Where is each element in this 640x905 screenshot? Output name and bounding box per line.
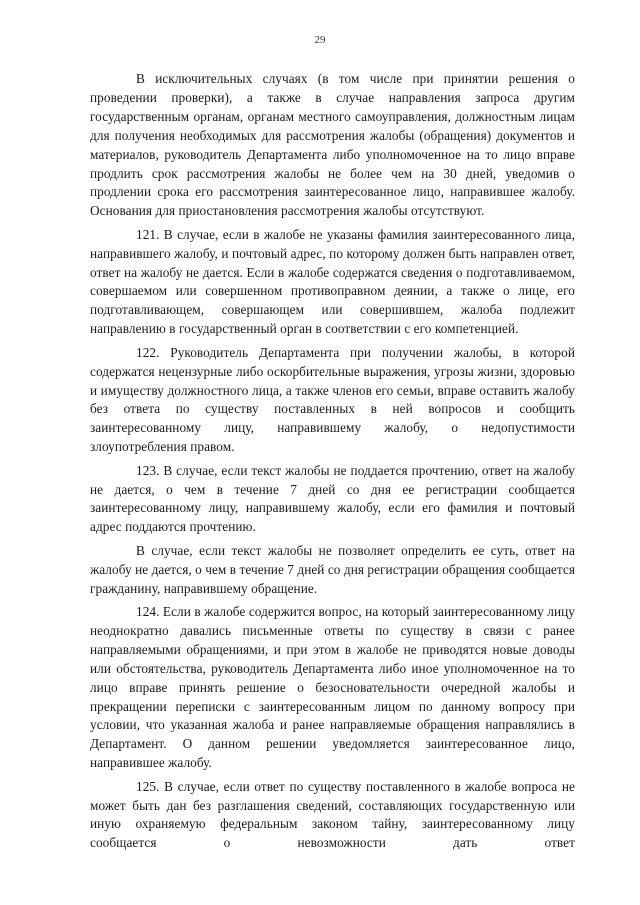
paragraph-125: 125. В случае, если ответ по существу поставленного в жалобе вопроса не может быть дан без разглашения сведений, составляющих государственную или иную охраняемую федеральным законом тайну, заинтересованному лицу сообщается о невозможности дать ответ xyxy=(90,778,575,851)
paragraph-123: 123. В случае, если текст жалобы не поддается прочтению, ответ на жалобу не дается, о чем в течение 7 дней со дня ее регистрации сообщается заинтересованному лицу, направившему жалобу, если его фамилия и почтовый адрес поддаются прочтению. xyxy=(90,462,575,535)
paragraph-124: 124. Если в жалобе содержится вопрос, на который заинтересованному лицу неоднократно давались письменные ответы по существу в связи с ранее направляемыми обращениями, и при этом в жалобе не приводятся новые доводы или обстоятельства, руководитель Департамента либо иное уполномоченное на то лицо вправе принять решение о безосновательности очередной жалобы и прекращении переписки с заинтересованным лицом по данному вопросу при условии, что указанная жалоба и ранее направляемые обращения направлялись в Департамент. О данном решении уведомляется заинтересованное лицо, направившее жалобу. xyxy=(90,603,575,771)
page-number: 29 xyxy=(314,34,326,46)
paragraph-extension-of-review: В исключительных случаях (в том числе при принятии решения о проведении проверки), а также в случае направления запроса другим государственным органам, органам местного самоуправления, должностным лицам для получения необходимых для рассмотрения жалобы (обращения) документов и материалов, руководитель Департамента либо уполномоченное на то лицо вправе продлить срок рассмотрения жалобы не более чем на 30 дней, уведомив о продлении срока его рассмотрения заинтересованное лицо, направившее жалобу. Основания для приостановления рассмотрения жалобы отсутствуют. xyxy=(90,71,575,219)
paragraph-123-continued: В случае, если текст жалобы не позволяет определить ее суть, ответ на жалобу не дается, о чем в течение 7 дней со дня регистрации обращения сообщается гражданину, направившему обращение. xyxy=(90,542,575,596)
document-body xyxy=(90,70,575,853)
paragraph-122: 122. Руководитель Департамента при получении жалобы, в которой содержатся нецензурные либо оскорбительные выражения, угрозы жизни, здоровью и имуществу должностного лица, а также членов его семьи, вправе оставить жалобу без ответа по существу поставленных в ней вопросов и сообщить заинтересованному лицу, направившему жалобу, о недопустимости злоупотребления правом. xyxy=(90,344,575,455)
paragraph-121: 121. В случае, если в жалобе не указаны фамилия заинтересованного лица, направившего жалобу, и почтовый адрес, по которому должен быть направлен ответ, ответ на жалобу не дается. Если в жалобе содержатся сведения о подготавливаемом, совершаемом или совершенном противоправном деянии, а также о лице, его подготавливающем, совершающем или совершившем, жалоба подлежит направлению в государственный орган в соответствии с его компетенцией. xyxy=(90,226,575,337)
